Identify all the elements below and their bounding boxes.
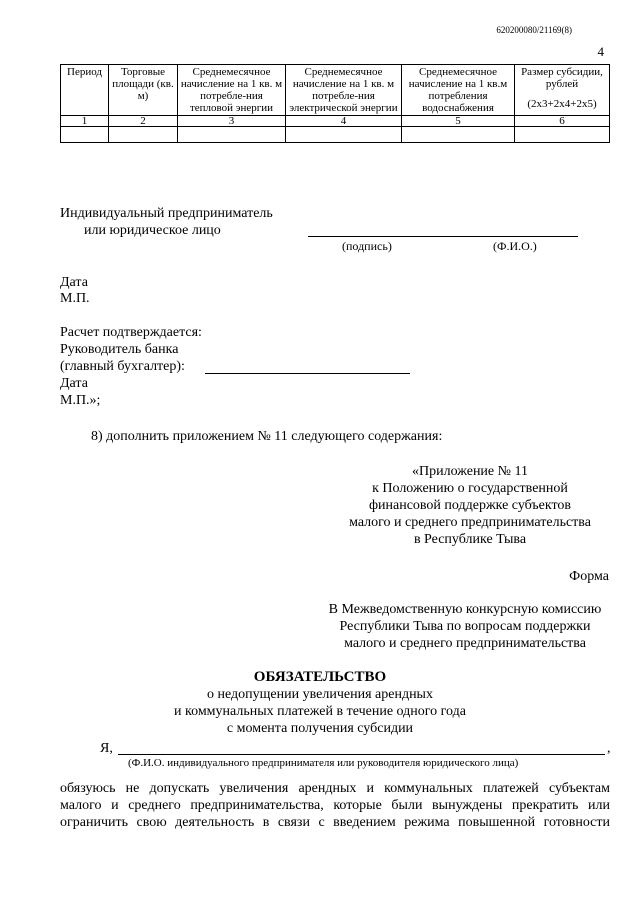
col-area-header: Торговые площади (кв. м) — [109, 65, 178, 116]
stamp-label: М.П. — [60, 291, 90, 306]
col-period-header: Период — [61, 65, 109, 116]
table-cell: 2 — [109, 116, 178, 127]
body-line: обязуюсь не допускать увеличения арендных и коммунальных платежей субъектам — [60, 781, 610, 796]
obligation-body — [60, 780, 610, 831]
fio-comma: , — [607, 741, 611, 756]
fio-line — [118, 754, 605, 755]
accountant-signature-line — [205, 373, 410, 374]
name-caption: (Ф.И.О.) — [493, 239, 537, 253]
col-water-header: Среднемесячное начисление на 1 кв.м потребления водоснабжения — [402, 65, 515, 116]
bank-date-label: Дата — [60, 376, 88, 391]
table-cell — [178, 127, 286, 143]
table-cell: 4 — [286, 116, 402, 127]
page-number: 4 — [597, 44, 604, 59]
chief-accountant-label: (главный бухгалтер): — [60, 359, 185, 374]
col-heat-header: Среднемесячное начисление на 1 кв. м потребле-ния тепловой энергии — [178, 65, 286, 116]
addressee-block — [305, 601, 625, 652]
col-electric-header: Среднемесячное начисление на 1 кв. м потребле-ния электрической энергии — [286, 65, 402, 116]
table-cell — [286, 127, 402, 143]
appendix-line: финансовой поддержке субъектов — [368, 498, 572, 513]
table-cell: 5 — [402, 116, 515, 127]
ya-label: Я, — [100, 741, 113, 756]
addressee-line: В Межведомственную конкурсную комиссию — [328, 602, 602, 617]
table-cell — [515, 127, 610, 143]
signature-line — [308, 236, 578, 237]
appendix-line: в Республике Тыва — [413, 532, 527, 547]
subtitle-line: с момента получения субсидии — [226, 721, 414, 736]
title-subtitle — [0, 686, 640, 737]
fio-caption: (Ф.И.О. индивидуального предпринимателя или руководителя юридического лица) — [128, 757, 519, 769]
appendix-line: к Положению о государственной — [372, 481, 568, 496]
body-line: ограничить свою деятельность в связи с введением режима повышенной готовности — [60, 815, 610, 830]
table-cell — [61, 127, 109, 143]
table-cell: 3 — [178, 116, 286, 127]
table-header-row — [61, 65, 610, 116]
confirmation-label: Расчет подтверждается: — [60, 325, 202, 340]
subsidy-table — [60, 64, 610, 143]
table-cell: 1 — [61, 116, 109, 127]
signature-caption: (подпись) — [342, 239, 392, 253]
appendix-line: малого и среднего предпринимательства — [349, 515, 591, 530]
subtitle-line: о недопущении увеличения арендных — [207, 687, 433, 702]
col-subsidy-formula: (2x3+2x4+2x5) — [527, 98, 597, 110]
table-cell — [402, 127, 515, 143]
table-empty-row — [61, 127, 610, 143]
form-label: Форма — [569, 569, 609, 584]
item-8-text: 8) дополнить приложением № 11 следующего содержания: — [91, 429, 443, 444]
table-cell — [109, 127, 178, 143]
body-line: малого и среднего предпринимательства, которые были вынуждены прекратить или — [60, 798, 610, 813]
addressee-line: малого и среднего предпринимательства — [344, 636, 586, 651]
bank-head-label: Руководитель банка — [60, 342, 179, 357]
col-subsidy-header — [515, 65, 610, 116]
date-label: Дата — [60, 275, 88, 290]
appendix-line: «Приложение № 11 — [412, 464, 528, 479]
col-subsidy-title: Размер субсидии, рублей — [521, 66, 603, 90]
bank-stamp-label: М.П.»; — [60, 393, 101, 408]
document-title: ОБЯЗАТЕЛЬСТВО — [253, 669, 387, 685]
table-number-row — [61, 116, 610, 127]
addressee-line: Республики Тыва по вопросам поддержки — [339, 619, 591, 634]
legal-entity-label: или юридическое лицо — [84, 223, 221, 238]
subtitle-line: и коммунальных платежей в течение одного года — [174, 704, 466, 719]
appendix-heading — [315, 463, 625, 548]
document-number: 620200080/21169(8) — [496, 25, 572, 35]
table-cell: 6 — [515, 116, 610, 127]
entrepreneur-label: Индивидуальный предприниматель — [60, 206, 273, 221]
